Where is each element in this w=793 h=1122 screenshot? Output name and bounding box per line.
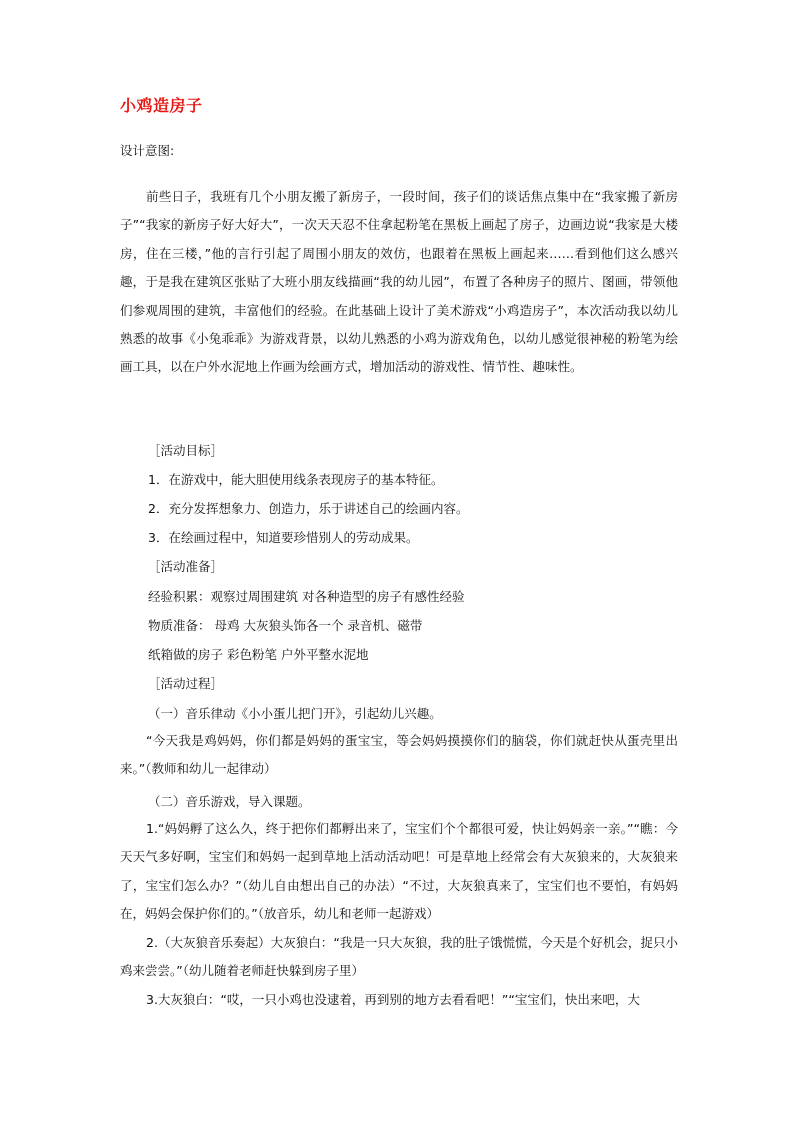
process-item: 3.大灰狼白：“哎，一只小鸡也没逮着，再到别的地方去看看吧！”“宝宝们，快出来吧，大	[146, 992, 640, 1007]
process-quote: “今天我是鸡妈妈，你们都是妈妈的蛋宝宝，等会妈妈摸摸你们的脑袋，你们就赶快从蛋壳里出来。”（教师和幼儿一起律动）	[120, 733, 678, 777]
design-intent-paragraph: 前些日子，我班有几个小朋友搬了新房子，一段时间，孩子们的谈话焦点集中在“我家搬了新房子”“我家的新房子好大好大”，一次天天忍不住拿起粉笔在黑板上画起了房子，边画边说“我家是大楼房，住在三楼，”他的言行引起了周围小朋友的效仿，也跟着在黑板上画起来……看到他们这么感兴趣，于是我在建筑区张贴了大班小朋友线描画“我的幼儿园”，布置了各种房子的照片、图画，带领他们参观周围的建筑，丰富他们的经验。在此基础上设计了美术游戏“小鸡造房子”，本次活动我以幼儿熟悉的故事《小兔乖乖》为游戏背景，以幼儿熟悉的小鸡为游戏角色，以幼儿感觉很神秘的粉笔为绘画工具，以在户外水泥地上作画为绘画方式，增加活动的游戏性、情节性、趣味性。	[120, 189, 678, 375]
process-step: （二）音乐游戏，导入课题。	[148, 794, 311, 809]
process-item: 2.（大灰狼音乐奏起）大灰狼白：“我是一只大灰狼，我的肚子饿慌慌，今天是个好机会，捉只小鸡来尝尝。”（幼儿随着老师赶快躲到房子里）	[120, 935, 678, 979]
goal-item: 1．在游戏中，能大胆使用线条表现房子的基本特征。	[148, 472, 444, 487]
goal-item: 3．在绘画过程中，知道要珍惜别人的劳动成果。	[148, 530, 419, 545]
goal-item: 2．充分发挥想象力、创造力，乐于讲述自己的绘画内容。	[148, 501, 469, 516]
process-heading: ［活动过程］	[148, 676, 224, 691]
document-title: 小鸡造房子	[120, 96, 203, 115]
goals-heading: ［活动目标］	[148, 443, 224, 458]
design-intent-label: 设计意图:	[120, 143, 175, 158]
process-step: （一）音乐律动《小小蛋儿把门开》，引起幼儿兴趣。	[148, 706, 442, 721]
prep-materials: 物质准备： 母鸡 大灰狼头饰各一个 录音机、磁带	[148, 618, 423, 633]
prep-materials-continued: 纸箱做的房子 彩色粉笔 户外平整水泥地	[148, 647, 369, 662]
prep-experience: 经验积累：观察过周围建筑 对各种造型的房子有感性经验	[148, 589, 465, 604]
prep-heading: ［活动准备］	[148, 559, 224, 574]
process-item: 1.“妈妈孵了这么久，终于把你们都孵出来了，宝宝们个个都很可爱，快让妈妈亲一亲。”“瞧：今天天气多好啊，宝宝们和妈妈一起到草地上活动活动吧！可是草地上经常会有大灰狼来的，大灰狼来了，宝宝们怎么办？”（幼儿自由想出自己的办法）“不过，大灰狼真来了，宝宝们也不要怕，有妈妈在，妈妈会保护你们的。”（放音乐，幼儿和老师一起游戏）	[120, 821, 678, 922]
